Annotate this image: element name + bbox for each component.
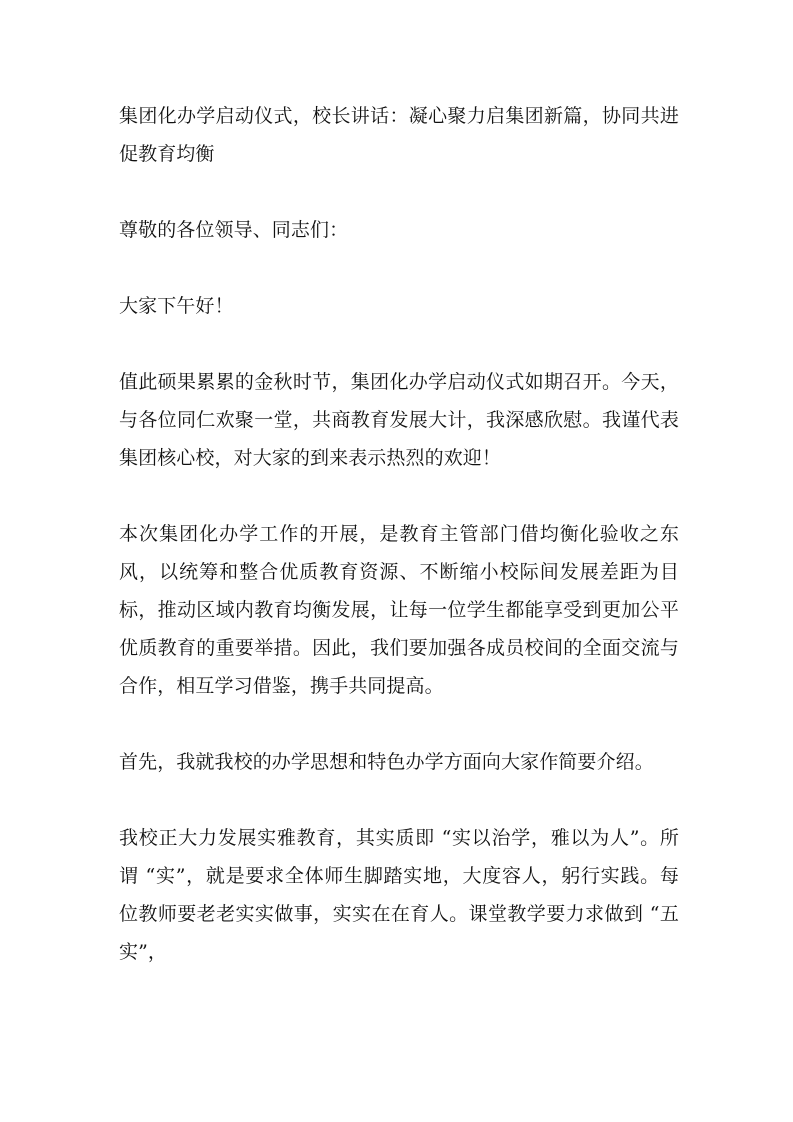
introduction-paragraph: 首先，我就我校的办学思想和特色办学方面向大家作简要介绍。	[119, 751, 654, 773]
document-title: 集团化办学启动仪式，校长讲话：凝心聚力启集团新篇，协同共进促教育均衡	[119, 105, 679, 165]
greeting-paragraph: 大家下午好！	[119, 295, 234, 317]
purpose-paragraph: 本次集团化办学工作的开展，是教育主管部门借均衡化验收之东风，以统筹和整合优质教育资源、不断缩小校际间发展差距为目标，推动区域内教育均衡发展，让每一位学生都能享受到更加公平优质教育的重要举措。因此，我们要加强各成员校间的全面交流与合作，相互学习借鉴，携手共同提高。	[119, 523, 679, 697]
document-page	[119, 97, 679, 1009]
welcome-paragraph: 值此硕果累累的金秋时节，集团化办学启动仪式如期召开。今天，与各位同仁欢聚一堂，共商教育发展大计，我深感欣慰。我谨代表集团核心校，对大家的到来表示热烈的欢迎！	[119, 371, 679, 469]
philosophy-paragraph: 我校正大力发展实雅教育，其实质即 “实以治学，雅以为人”。所谓 “实”，就是要求全体师生脚踏实地，大度容人，躬行实践。每位教师要老老实实做事，实实在在育人。课堂教学要力求做到 “五实”，	[119, 827, 679, 963]
salutation-paragraph: 尊敬的各位领导、同志们：	[119, 219, 349, 241]
